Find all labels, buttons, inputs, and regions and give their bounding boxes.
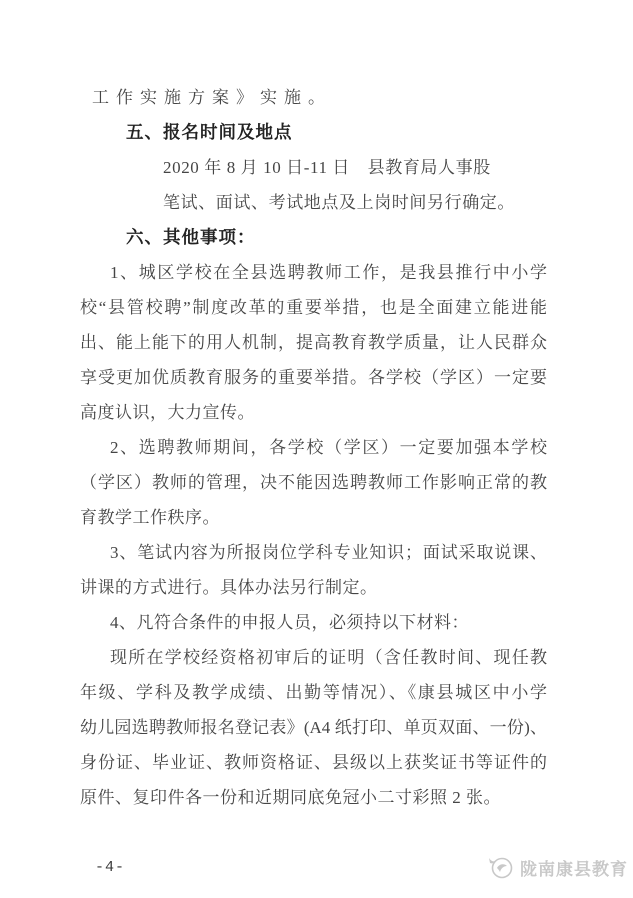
section-heading: 六、其他事项： [126,227,256,247]
document-line: 2、选聘教师期间，各学校（学区）一定要加强本学校 [110,438,547,457]
document-line: 高度认识，大力宣传。 [80,403,255,422]
document-line: 享受更加优质教育服务的重要举措。各学校（学区）一定要 [80,368,547,387]
document-lines [80,80,547,885]
document-line: 4、凡符合条件的申报人员，必须持以下材料： [110,613,469,632]
document-line [80,815,547,850]
document-line: 2020 年 8 月 10 日-11 日 县教育局人事股 [163,158,491,177]
document-line: 幼儿园选聘教师报名登记表》(A4 纸打印、单页双面、一份)、 [80,718,547,737]
bird-logo-icon [486,854,514,880]
document-line: （学区）教师的管理，决不能因选聘教师工作影响正常的教 [80,473,547,492]
document-line: 育教学工作秩序。 [80,508,220,527]
section-heading: 五、报名时间及地点 [126,122,293,142]
document-line: 笔试、面试、考试地点及上岗时间另行确定。 [163,193,515,212]
watermark-label: 陇南康县教育 [520,859,628,879]
document-line: 工作实施方案》实施。 [92,88,332,107]
document-line: 现所在学校经资格初审后的证明（含任教时间、现任教 [110,648,547,667]
document-line: 身份证、毕业证、教师资格证、县级以上获奖证书等证件的 [80,753,547,772]
watermark [486,854,628,880]
document-line: 校“县管校聘”制度改革的重要举措，也是全面建立能进能 [80,298,547,317]
document-line: 原件、复印件各一份和近期同底免冠小二寸彩照 2 张。 [80,788,501,807]
page-number: -4- [95,859,126,876]
document-line: 出、能上能下的用人机制，提高教育教学质量，让人民群众 [80,333,547,352]
document-line: 年级、学科及教学成绩、出勤等情况）、《康县城区中小学 [80,683,547,702]
document-line: 讲课的方式进行。具体办法另行制定。 [80,578,378,597]
document-line: 1、城区学校在全县选聘教师工作，是我县推行中小学 [110,263,547,282]
document-line: 3、笔试内容为所报岗位学科专业知识；面试采取说课、 [110,543,547,562]
